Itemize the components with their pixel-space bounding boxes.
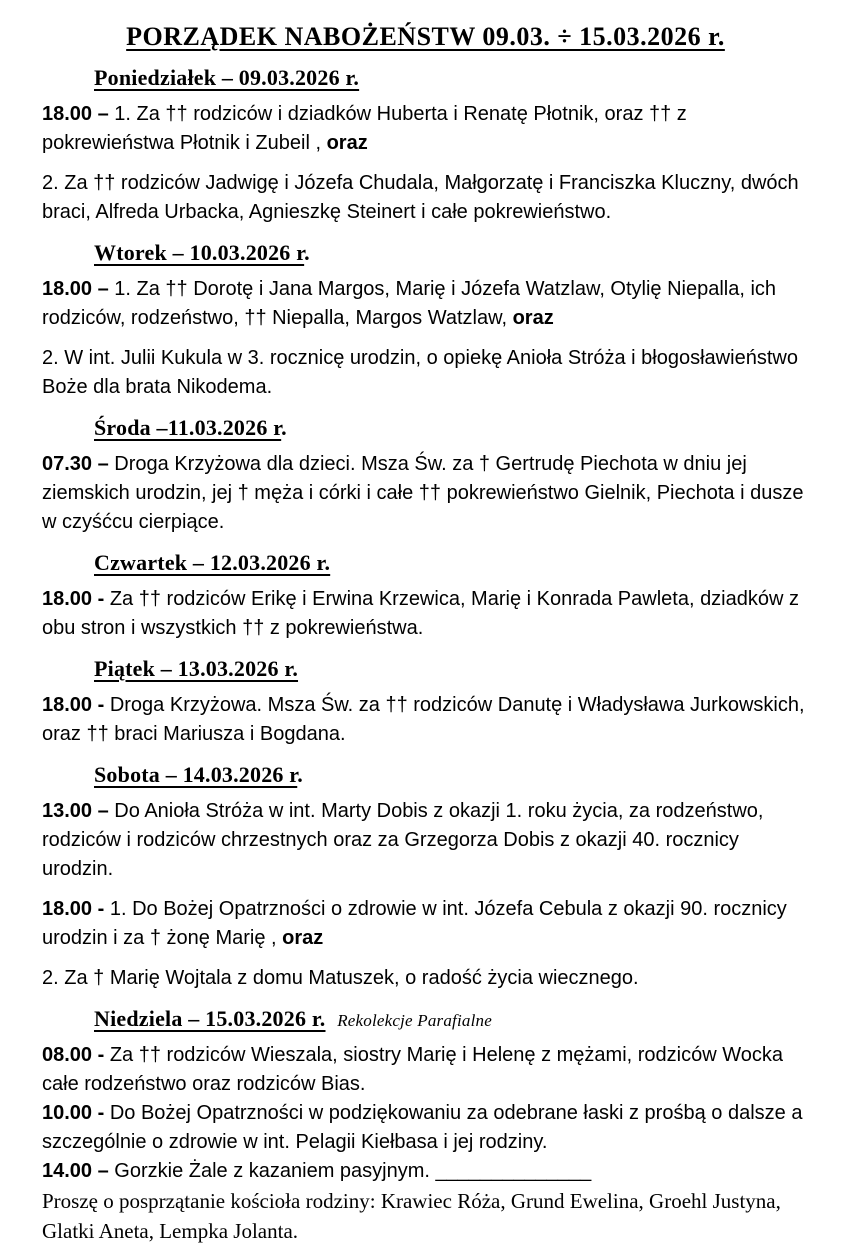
mass-entry — [42, 169, 809, 227]
day-heading-tail: . — [304, 240, 310, 265]
mass-entry — [42, 691, 809, 749]
mass-text: 1. Za †† rodziców i dziadków Huberta i Renatę Płotnik, oraz †† z pokrewieństwa Płotnik i Zubeil , — [42, 103, 687, 154]
mass-text: Do Anioła Stróża w int. Marty Dobis z okazji 1. roku życia, za rodzeństwo, rodziców i rodziców chrzestnych oraz za Grzegorza Dobis z okazji 40. rocznicy urodzin. — [42, 800, 764, 880]
day-heading-friday — [42, 656, 809, 682]
mass-text: 2. Za †† rodziców Jadwigę i Józefa Chudala, Małgorzatę i Franciszka Kluczny, dwóch braci, Alfreda Urbacka, Agnieszkę Steinert i całe pokrewieństwo. — [42, 172, 799, 223]
mass-time: 18.00 - — [42, 898, 105, 920]
mass-entry — [42, 797, 809, 884]
mass-text: Za †† rodziców Erikę i Erwina Krzewica, Marię i Konrada Pawleta, dziadków z obu stron i wszystkich †† z pokrewieństwa. — [42, 588, 799, 639]
day-heading-text: Piątek – 13.03.2026 r. — [94, 656, 299, 681]
mass-text: Droga Krzyżowa dla dzieci. Msza Św. za † Gertrudę Piechota w dniu jej ziemskich urodzin, jej † męża i córki i całe †† pokrewieństwo Gielnik, Piechota i dusze w czyśćcu cierpiące. — [42, 453, 804, 533]
mass-time: 18.00 - — [42, 694, 105, 716]
mass-time: 18.00 – — [42, 103, 109, 125]
mass-text: 2. Za † Marię Wojtala z domu Matuszek, o radość życia wiecznego. — [42, 967, 639, 989]
mass-time: 18.00 – — [42, 278, 109, 300]
mass-entry — [42, 1041, 809, 1099]
day-heading-saturday — [42, 762, 809, 788]
mass-time: 08.00 - — [42, 1044, 105, 1066]
mass-entry — [42, 964, 809, 993]
mass-entry — [42, 450, 809, 537]
day-heading-text: Sobota – 14.03.2026 r — [94, 762, 298, 787]
mass-text: Gorzkie Żale z kazaniem pasyjnym. ______________ — [114, 1160, 592, 1182]
day-heading-monday — [42, 65, 809, 91]
mass-tail: oraz — [282, 927, 324, 949]
document-title — [42, 22, 809, 52]
mass-text: 1. Do Bożej Opatrzności o zdrowie w int. Józefa Cebula z okazji 90. rocznicy urodzin i za † żonę Marię , — [42, 898, 787, 949]
day-heading-thursday — [42, 550, 809, 576]
mass-text: Za †† rodziców Wieszala, siostry Marię i Helenę z mężami, rodziców Wocka całe rodzeństwo oraz rodziców Bias. — [42, 1044, 784, 1095]
day-heading-tail: . — [281, 415, 287, 440]
mass-entry — [42, 895, 809, 953]
mass-entry — [42, 100, 809, 158]
day-heading-wednesday — [42, 415, 809, 441]
day-heading-tuesday — [42, 240, 809, 266]
day-heading-tail: . — [297, 762, 303, 787]
mass-time: 13.00 – — [42, 800, 109, 822]
mass-entry — [42, 344, 809, 402]
mass-time: 18.00 - — [42, 588, 105, 610]
mass-entry — [42, 1157, 809, 1186]
mass-entry — [42, 275, 809, 333]
mass-time: 10.00 - — [42, 1102, 105, 1124]
mass-text: 2. W int. Julii Kukula w 3. rocznicę urodzin, o opiekę Anioła Stróża i błogosławieństwo Boże dla brata Nikodema. — [42, 347, 798, 398]
day-heading-note: Rekolekcje Parafialne — [337, 1011, 492, 1030]
day-heading-text: Środa –11.03.2026 r — [94, 415, 282, 440]
mass-time: 07.30 – — [42, 453, 109, 475]
day-heading-sunday — [42, 1006, 809, 1032]
mass-entry — [42, 585, 809, 643]
day-heading-text: Poniedziałek – 09.03.2026 r. — [94, 65, 360, 90]
mass-text: Droga Krzyżowa. Msza Św. za †† rodziców Danutę i Władysława Jurkowskich, oraz †† braci Mariusza i Bogdana. — [42, 694, 805, 745]
mass-tail: oraz — [512, 307, 554, 329]
day-heading-text: Wtorek – 10.03.2026 r — [94, 240, 305, 265]
day-heading-text: Niedziela – 15.03.2026 r. — [94, 1006, 326, 1031]
mass-text: Do Bożej Opatrzności w podziękowaniu za odebrane łaski z prośbą o dalsze a szczególnie o zdrowie w int. Pelagii Kiełbasa i jej rodziny. — [42, 1102, 803, 1153]
day-heading-text: Czwartek – 12.03.2026 r. — [94, 550, 331, 575]
mass-entry — [42, 1099, 809, 1157]
mass-tail: oraz — [326, 132, 368, 154]
document-title-text: PORZĄDEK NABOŻEŃSTW 09.03. ÷ 15.03.2026 r. — [126, 22, 725, 51]
mass-time: 14.00 – — [42, 1160, 109, 1182]
mass-text: 1. Za †† Dorotę i Jana Margos, Marię i Józefa Watzlaw, Otylię Niepalla, ich rodziców, rodzeństwo, †† Niepalla, Margos Watzlaw, — [42, 278, 777, 329]
cleaning-note: Proszę o posprzątanie kościoła rodziny: Krawiec Róża, Grund Ewelina, Groehl Justyna, Glatki Aneta, Lempka Jolanta. — [42, 1189, 781, 1243]
